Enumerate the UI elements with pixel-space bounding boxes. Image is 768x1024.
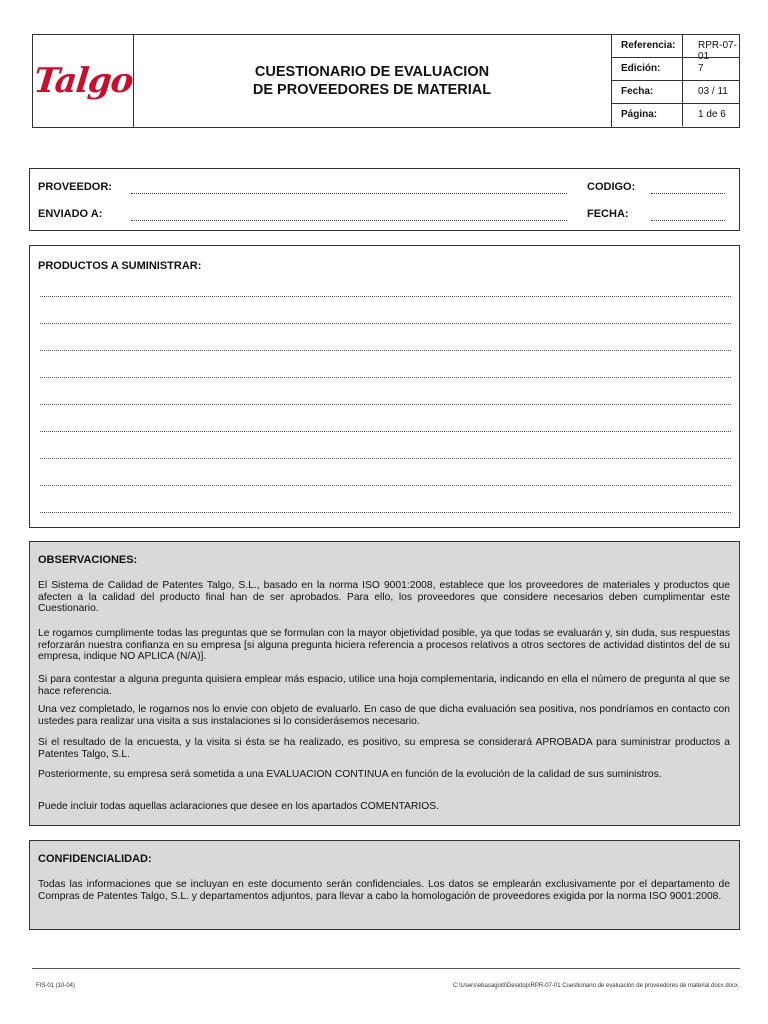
observaciones-paragraph: Una vez completado, le rogamos nos lo envie con objeto de evaluarlo. En caso de que dicha evaluación sea positiva, nos pondríamos en contacto con ustedes para realizar una visita a sus instalaciones si lo considerásemos necesario. [38, 704, 730, 727]
meta-value: 03 / 11 [698, 86, 728, 97]
product-line[interactable] [40, 296, 731, 297]
product-line[interactable] [40, 350, 731, 351]
observaciones-paragraph: El Sistema de Calidad de Patentes Talgo, S.L., basado en la norma ISO 9001:2008, establece que los proveedores de materiales y productos que afecten a la calidad del producto final han de ser aprobados. Para ello, los proveedores que considere necesarios deben cumplimentar este Cuestionario. [38, 580, 730, 615]
fecha-field[interactable] [651, 220, 725, 221]
product-line[interactable] [40, 377, 731, 378]
document-header [32, 34, 740, 128]
meta-key: Edición: [611, 58, 683, 80]
footer-file-path: C:\Users\ebasagoiti\Desktop\RPR-07-01 Cuestionario de evaluación de proveedores de material.docx.docx [452, 983, 738, 989]
fecha-label: FECHA: [587, 208, 629, 220]
talgo-logo: Talgo [31, 61, 135, 101]
confidencialidad-title: CONFIDENCIALIDAD: [38, 853, 152, 865]
product-line[interactable] [40, 431, 731, 432]
product-line[interactable] [40, 458, 731, 459]
observaciones-paragraph: Puede incluir todas aquellas aclaraciones que desee en los apartados COMENTARIOS. [38, 801, 440, 812]
meta-key: Fecha: [611, 81, 683, 103]
meta-row-referencia [611, 35, 739, 62]
observaciones-paragraph: Le rogamos cumplimente todas las preguntas que se formulan con la mayor objetividad posible, ya que todas se evaluarán y, sin duda, sus respuestas reforzarán nuestra confianza en su empresa [si alguna pregunta hiciera referencia a procesos relativos a otros sectores de actividad distintos del de su empresa, indique NO APLICA (N/A)]. [38, 628, 730, 663]
enviado-field[interactable] [131, 220, 567, 221]
title-line-1: CUESTIONARIO DE EVALUACION [254, 64, 490, 80]
meta-row-pagina [611, 104, 739, 127]
logo-cell [33, 35, 134, 127]
title-line-2: DE PROVEEDORES DE MATERIAL [252, 82, 492, 98]
confidencialidad-text: Todas las informaciones que se incluyan en este documento serán confidenciales. Los datos se emplearán exclusivamente por el departamento de Compras de Patentes Talgo, S.L. y departamentos adjuntos, para llevar a cabo la homologación de proveedores exigida por la norma ISO 9001:2008. [38, 879, 730, 902]
proveedor-label: PROVEEDOR: [38, 181, 112, 193]
observaciones-paragraph: Si para contestar a alguna pregunta quisiera emplear más espacio, utilice una hoja complementaria, indicando en ella el número de pregunta al que se hace referencia. [38, 674, 730, 697]
observaciones-panel [29, 541, 740, 826]
meta-key: Referencia: [611, 35, 683, 57]
products-section [29, 245, 740, 528]
meta-value: 7 [698, 63, 704, 74]
meta-value: RPR-07-01 [698, 40, 737, 62]
proveedor-field[interactable] [131, 193, 567, 194]
codigo-field[interactable] [651, 193, 725, 194]
enviado-label: ENVIADO A: [38, 208, 103, 220]
meta-key: Página: [611, 104, 683, 126]
footer-divider [32, 968, 740, 969]
supplier-section [29, 168, 740, 231]
observaciones-paragraph: Si el resultado de la encuesta, y la visita si ésta se ha realizado, es positivo, su empresa se considerará APROBADA para suministrar productos a Patentes Talgo, S.L. [38, 737, 730, 760]
footer-form-code: FIS-01 (10-04) [36, 983, 76, 989]
meta-value: 1 de 6 [698, 109, 726, 120]
confidencialidad-panel [29, 840, 740, 930]
observaciones-title: OBSERVACIONES: [38, 554, 138, 566]
codigo-label: CODIGO: [587, 181, 636, 193]
meta-row-fecha [611, 81, 739, 104]
product-line[interactable] [40, 323, 731, 324]
observaciones-paragraph: Posteriormente, su empresa será sometida a una EVALUACION CONTINUA en función de la evolución de la calidad de sus suministros. [38, 769, 662, 780]
products-title: PRODUCTOS A SUMINISTRAR: [38, 260, 202, 272]
document-title [133, 35, 612, 127]
product-line[interactable] [40, 404, 731, 405]
metadata-table [611, 35, 739, 127]
meta-row-edicion [611, 58, 739, 81]
product-line[interactable] [40, 485, 731, 486]
product-line[interactable] [40, 512, 731, 513]
